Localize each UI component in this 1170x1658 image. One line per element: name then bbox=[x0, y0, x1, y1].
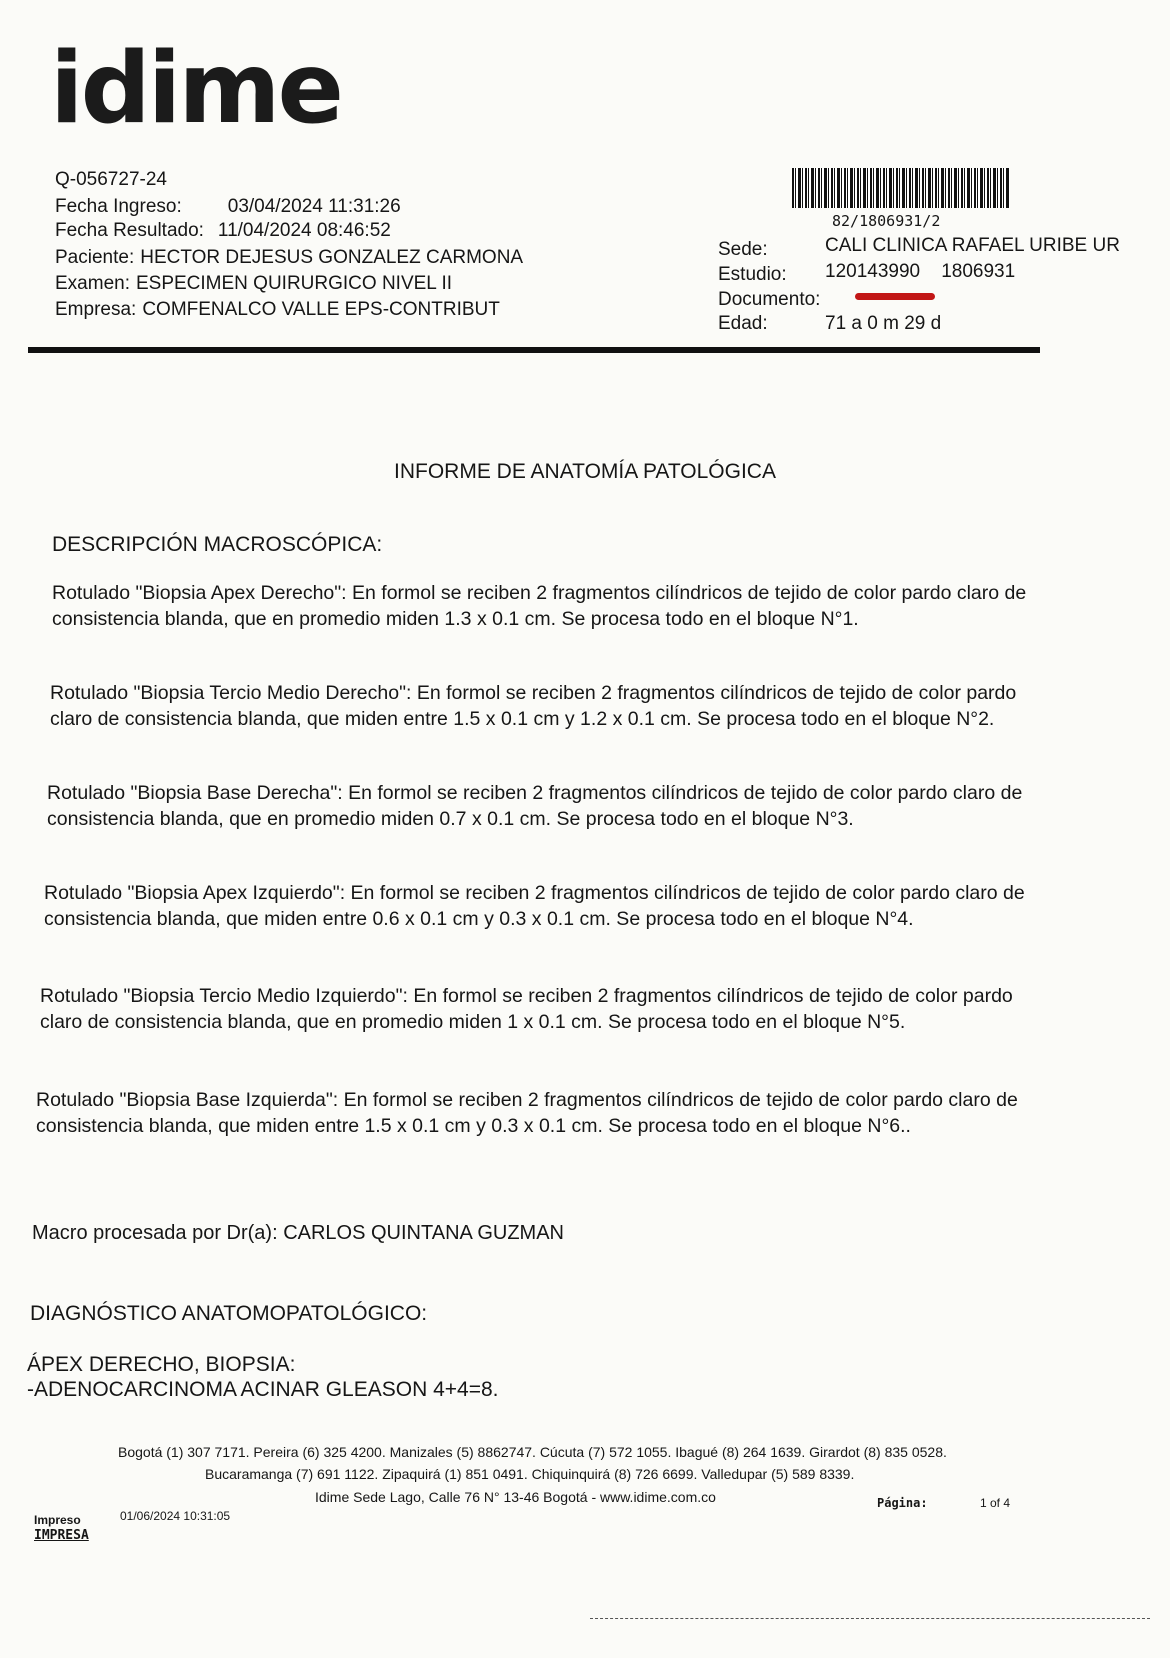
barcode bbox=[792, 168, 1010, 208]
header-field-examen bbox=[55, 274, 452, 293]
field-value: HECTOR DEJESUS GONZALEZ CARMONA bbox=[140, 247, 524, 268]
field-value-edad: 71 a 0 m 29 d bbox=[825, 313, 942, 334]
macro-paragraph: Rotulado "Biopsia Tercio Medio Izquierdo": En formol se reciben 2 fragmentos cilíndricos de tejido de color pardo claro de consistencia blanda, que en promedio miden 1 x 0.1 cm. Se procesa todo en el bloque N°5. bbox=[40, 985, 1013, 1033]
macro-processed-by: Macro procesada por Dr(a): CARLOS QUINTANA GUZMAN bbox=[32, 1222, 564, 1244]
field-label-documento: Documento: bbox=[718, 289, 821, 310]
idime-logo: idime bbox=[50, 32, 341, 146]
macro-paragraph: Rotulado "Biopsia Apex Derecho": En formol se reciben 2 fragmentos cilíndricos de tejido de color pardo claro de consistencia blanda, que en promedio miden 1.3 x 0.1 cm. Se procesa todo en el bloque N°1. bbox=[52, 582, 1027, 630]
diagnosis-site: ÁPEX DERECHO, BIOPSIA: bbox=[27, 1353, 296, 1376]
footer-contacts-line-2: Bucaramanga (7) 691 1122. Zipaquirá (1) 851 0491. Chiquinquirá (8) 726 6699. Valledupar (5) 589 8339. bbox=[205, 1466, 855, 1482]
field-value: 03/04/2024 11:31:26 bbox=[227, 196, 401, 217]
header-divider bbox=[28, 347, 1040, 353]
field-label: Fecha Ingreso: bbox=[55, 196, 182, 217]
header-field-fecha-ingreso bbox=[55, 197, 401, 216]
field-value: COMFENALCO VALLE EPS-CONTRIBUT bbox=[142, 299, 500, 320]
field-label: Empresa: bbox=[55, 299, 137, 320]
scan-edge-line bbox=[590, 1618, 1150, 1619]
field-value-estudio: 120143990 1806931 bbox=[825, 261, 1016, 282]
printed-status: IMPRESA bbox=[34, 1528, 89, 1543]
redaction-mark bbox=[855, 293, 935, 300]
header-field-paciente bbox=[55, 248, 523, 267]
field-label-edad: Edad: bbox=[718, 313, 768, 334]
field-value: 11/04/2024 08:46:52 bbox=[217, 220, 391, 241]
field-label: Examen: bbox=[55, 273, 130, 294]
barcode-number: 82/1806931/2 bbox=[832, 212, 941, 230]
field-value: ESPECIMEN QUIRURGICO NIVEL II bbox=[135, 273, 452, 294]
header-field-empresa bbox=[55, 300, 500, 319]
order-number: Q-056727-24 bbox=[55, 169, 167, 190]
field-value-sede: CALI CLINICA RAFAEL URIBE UR bbox=[825, 235, 1120, 256]
diagnosis-result: -ADENOCARCINOMA ACINAR GLEASON 4+4=8. bbox=[27, 1378, 499, 1401]
macro-paragraph: Rotulado "Biopsia Base Derecha": En formol se reciben 2 fragmentos cilíndricos de tejido de color pardo claro de consistencia blanda, que en promedio miden 0.7 x 0.1 cm. Se procesa todo en el bloque N°3. bbox=[47, 782, 1023, 830]
macro-paragraph: Rotulado "Biopsia Tercio Medio Derecho": En formol se reciben 2 fragmentos cilíndricos de tejido de color pardo claro de consistencia blanda, que miden entre 1.5 x 0.1 cm y 1.2 x 0.1 cm. Se procesa todo en el bloque N°2. bbox=[50, 682, 1017, 730]
macro-paragraph: Rotulado "Biopsia Base Izquierda": En formol se reciben 2 fragmentos cilíndricos de tejido de color pardo claro de consistencia blanda, que miden entre 1.5 x 0.1 cm y 0.3 x 0.1 cm. Se procesa todo en el bloque N°6.. bbox=[36, 1089, 1018, 1137]
field-label: Paciente: bbox=[55, 247, 135, 268]
printed-date: 01/06/2024 10:31:05 bbox=[120, 1509, 231, 1523]
macro-heading: DESCRIPCIÓN MACROSCÓPICA: bbox=[52, 533, 383, 556]
page-number: 1 of 4 bbox=[980, 1496, 1011, 1510]
macro-paragraph: Rotulado "Biopsia Apex Izquierdo": En formol se reciben 2 fragmentos cilíndricos de tejido de color pardo claro de consistencia blanda, que miden entre 0.6 x 0.1 cm y 0.3 x 0.1 cm. Se procesa todo en el bloque N°4. bbox=[44, 882, 1025, 930]
diagnosis-heading: DIAGNÓSTICO ANATOMOPATOLÓGICO: bbox=[30, 1302, 428, 1325]
page-label: Página: bbox=[877, 1496, 928, 1510]
field-label-sede: Sede: bbox=[718, 239, 768, 260]
printed-label: Impreso bbox=[34, 1513, 81, 1527]
field-label: Fecha Resultado: bbox=[55, 220, 204, 241]
report-title: INFORME DE ANATOMÍA PATOLÓGICA bbox=[394, 460, 776, 483]
footer-address: Idime Sede Lago, Calle 76 N° 13-46 Bogotá - www.idime.com.co bbox=[315, 1489, 716, 1505]
field-label-estudio: Estudio: bbox=[718, 264, 787, 285]
header-field-fecha-resultado bbox=[55, 221, 391, 240]
footer-contacts-line-1: Bogotá (1) 307 7171. Pereira (6) 325 4200. Manizales (5) 8862747. Cúcuta (7) 572 1055. Ibagué (8) 264 1639. Girardot (8) 835 0528. bbox=[118, 1444, 947, 1460]
